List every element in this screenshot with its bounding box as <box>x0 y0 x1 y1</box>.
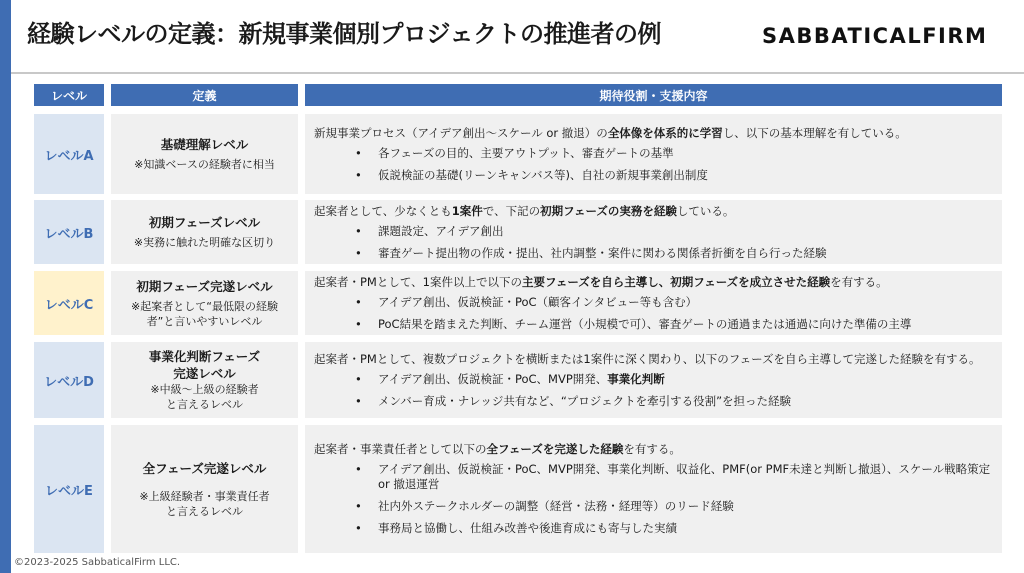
role-bullets <box>314 372 791 409</box>
level-c-cell <box>34 271 104 335</box>
list-item: • 社内外ステークホルダーの調整（経営・法務・経理等）のリード経験 <box>314 499 994 514</box>
list-item: • 各フェーズの目的、主要アウトプット、審査ゲートの基準 <box>314 146 708 161</box>
definition-note: ※実務に触れた明確な区切り <box>133 236 276 249</box>
definition-c-cell <box>111 271 298 335</box>
level-label: レベルD <box>44 374 94 390</box>
header-definition: 定義 <box>111 84 298 106</box>
definition-note: ※起案者として“最低限の経験 者”と言いやすいレベル <box>131 299 278 328</box>
list-item: • 事務局と協働し、仕組み改善や後進育成にも寄与した実績 <box>314 521 994 536</box>
level-d-cell <box>34 342 104 418</box>
title-divider <box>11 72 1024 74</box>
list-item: • アイデア創出、仮説検証・PoC（顧客インタビュー等も含む） <box>314 295 911 310</box>
list-item: • メンバー育成・ナレッジ共有など、“プロジェクトを牽引する役割”を担った経験 <box>314 394 791 409</box>
copyright-text: ©2023-2025 SabbaticalFirm LLC. <box>14 557 181 568</box>
list-item: • 仮説検証の基礎(リーンキャンバス等)、自社の新規事業創出制度 <box>314 168 708 183</box>
role-a-cell <box>305 114 1002 194</box>
definition-d-cell <box>111 342 298 418</box>
level-b-cell <box>34 200 104 264</box>
level-label: レベルC <box>44 297 94 313</box>
left-accent-bar <box>0 0 11 573</box>
role-bullets <box>314 462 994 536</box>
role-c-cell <box>305 271 1002 335</box>
role-bullets <box>314 295 911 332</box>
role-lead: 起案者・事業責任者として以下の全フェーズを完遂した経験を有する。 <box>314 442 681 456</box>
role-b-cell <box>305 200 1002 264</box>
definition-name: 事業化判断フェーズ 完遂レベル <box>148 349 261 381</box>
definition-note: ※上級経験者・事業責任者 と言えるレベル <box>139 489 270 518</box>
list-item: • アイデア創出、仮説検証・PoC、MVP開発、事業化判断 <box>314 372 791 387</box>
list-item: • アイデア創出、仮説検証・PoC、MVP開発、事業化判断、収益化、PMF(or PMF未達と判断し撤退）、スケール戦略策定 or 撤退運営 <box>314 462 994 492</box>
level-e-cell <box>34 425 104 553</box>
role-e-cell <box>305 425 1002 553</box>
role-lead: 起案者・PMとして、1案件以上で以下の主要フェーズを自ら主導し、初期フェーズを成立させた経験を有する。 <box>314 274 888 289</box>
list-item: • PoC結果を踏まえた判断、チーム運営（小規模で可）、審査ゲートの通過または通過に向けた準備の主導 <box>314 317 911 332</box>
definition-a-cell <box>111 114 298 194</box>
definition-note: ※中級〜上級の経験者 と言えるレベル <box>150 383 259 411</box>
level-label: レベルA <box>44 148 94 164</box>
definition-name: 初期フェーズレベル <box>148 215 261 230</box>
role-lead: 起案者・PMとして、複数プロジェクトを横断または1案件に深く関わり、以下のフェーズを自ら主導して完遂した経験を有する。 <box>314 351 981 366</box>
list-item: • 課題設定、アイデア創出 <box>314 224 827 239</box>
header-level: レベル <box>34 84 104 106</box>
level-label: レベルB <box>44 226 94 242</box>
role-lead: 新規事業プロセス（アイデア創出〜スケール or 撤退）の全体像を体系的に学習し、以下の基本理解を有している。 <box>314 125 907 140</box>
definition-e-cell <box>111 425 298 553</box>
role-lead: 起案者として、少なくとも1案件で、下記の初期フェーズの実務を経験している。 <box>314 203 735 218</box>
role-d-cell <box>305 342 1002 418</box>
level-label: レベルE <box>45 483 93 499</box>
role-bullets <box>314 224 827 261</box>
header-role: 期待役割・支援内容 <box>305 84 1002 106</box>
definition-note: ※知識ベースの経験者に相当 <box>134 158 275 171</box>
page-title: 経験レベルの定義：新規事業個別プロジェクトの推進者の例 <box>27 20 662 48</box>
role-bullets <box>314 146 708 183</box>
definition-name: 初期フェーズ完遂レベル <box>136 278 273 294</box>
list-item: • 審査ゲート提出物の作成・提出、社内調整・案件に関わる関係者折衝を自ら行った経験 <box>314 246 827 261</box>
level-a-cell <box>34 114 104 194</box>
definition-name: 基礎理解レベル <box>160 137 249 152</box>
brand-logo: SABBATICALFIRM <box>762 24 988 48</box>
definition-b-cell <box>111 200 298 264</box>
definition-name: 全フェーズ完遂レベル <box>142 460 267 476</box>
